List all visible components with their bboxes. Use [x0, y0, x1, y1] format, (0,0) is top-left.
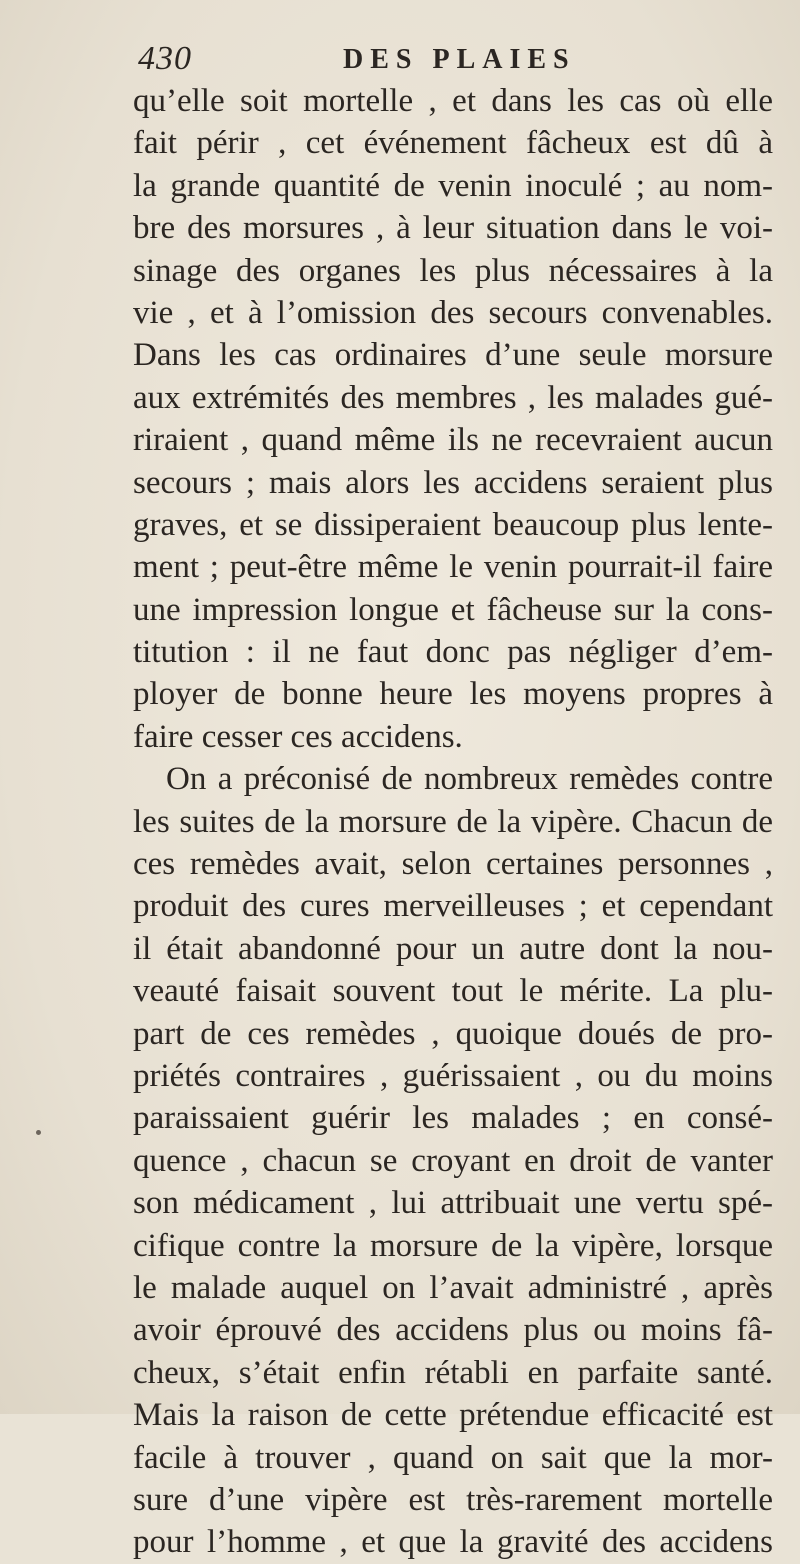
text-line: faire cesser ces accidens. — [133, 718, 463, 755]
text-line: ment ; peut-être même le venin pourrait-il faire — [133, 549, 773, 586]
text-line: cheux, s’était enfin rétabli en parfaite santé. — [133, 1354, 773, 1391]
text-line: bre des morsures , à leur situation dans le voi- — [133, 210, 773, 247]
running-head: DES PLAIES — [343, 44, 576, 75]
text-line: ces remèdes avait, selon certaines personnes , — [133, 846, 773, 883]
text-line: fait périr , cet événement fâcheux est dû à — [133, 125, 773, 162]
text-line: la grande quantité de venin inoculé ; au nom- — [133, 167, 773, 204]
text-line: On a préconisé de nombreux remèdes contre — [166, 761, 773, 798]
body-text — [133, 80, 773, 1564]
text-line: ployer de bonne heure les moyens propres à — [133, 676, 773, 713]
text-line: paraissaient guérir les malades ; en consé- — [133, 1100, 773, 1137]
text-line: sinage des organes les plus nécessaires à la — [133, 252, 773, 289]
text-line: Dans les cas ordinaires d’une seule morsure — [133, 337, 773, 374]
text-line: vie , et à l’omission des secours convenables. — [133, 294, 773, 331]
text-line: riraient , quand même ils ne recevraient aucun — [133, 422, 773, 459]
text-line: pour l’homme , et que la gravité des accidens — [133, 1524, 773, 1561]
text-line: priétés contraires , guérissaient , ou du moins — [133, 1057, 773, 1094]
text-line: quence , chacun se croyant en droit de vanter — [133, 1142, 773, 1179]
text-line: veauté faisait souvent tout le mérite. La plu- — [133, 973, 773, 1010]
ink-speck — [36, 1130, 41, 1135]
page-header — [138, 40, 778, 80]
page-number: 430 — [138, 40, 192, 77]
text-line: sure d’une vipère est très-rarement mortelle — [133, 1481, 773, 1518]
text-line: graves, et se dissiperaient beaucoup plus lente- — [133, 506, 773, 543]
text-line: facile à trouver , quand on sait que la mor- — [133, 1439, 773, 1476]
text-line: avoir éprouvé des accidens plus ou moins fâ- — [133, 1312, 773, 1349]
text-line: titution : il ne faut donc pas négliger d’em- — [133, 634, 773, 671]
text-line: produit des cures merveilleuses ; et cependant — [133, 888, 773, 925]
text-line: cifique contre la morsure de la vipère, lorsque — [133, 1227, 773, 1264]
text-line: le malade auquel on l’avait administré , après — [133, 1269, 773, 1306]
text-line: qu’elle soit mortelle , et dans les cas où elle — [133, 83, 773, 119]
text-line: part de ces remèdes , quoique doués de pro- — [133, 1015, 773, 1052]
text-line: secours ; mais alors les accidens seraient plus — [133, 464, 773, 501]
text-line: son médicament , lui attribuait une vertu spé- — [133, 1185, 773, 1222]
text-line: aux extrémités des membres , les malades gué- — [133, 379, 773, 416]
text-line: il était abandonné pour un autre dont la nou- — [133, 930, 773, 967]
text-line: Mais la raison de cette prétendue efficacité est — [133, 1397, 773, 1434]
text-line: les suites de la morsure de la vipère. Chacun de — [133, 803, 773, 840]
text-line: une impression longue et fâcheuse sur la cons- — [133, 591, 773, 628]
